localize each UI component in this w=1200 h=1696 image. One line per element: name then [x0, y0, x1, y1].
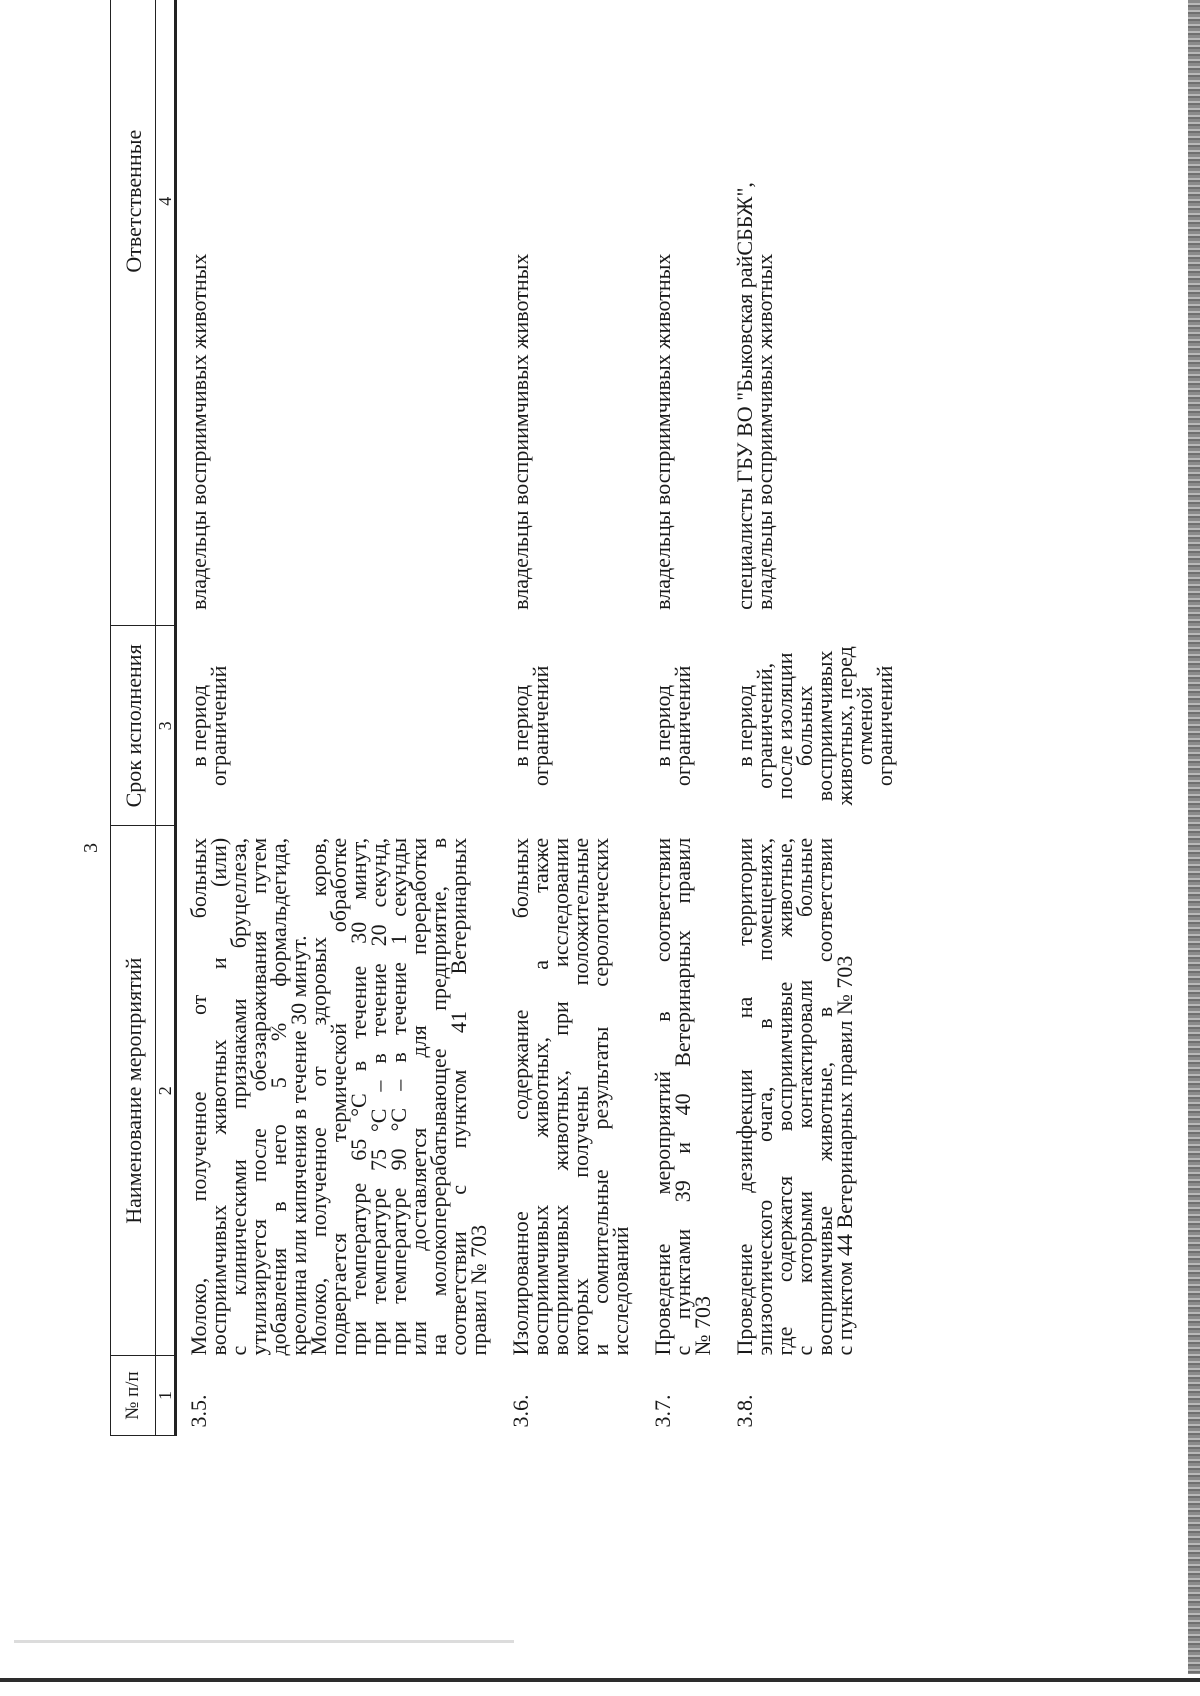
term-line: в период [732, 684, 757, 767]
event-line: эпизоотического очага, в помещениях, [752, 837, 777, 1356]
page-number: 3 [80, 843, 102, 853]
term-line: ограничений, [752, 662, 777, 789]
responsible-line: специалисты ГБУ ВО "Быковская райСББЖ", [732, 182, 757, 610]
measures-table [110, 0, 905, 1436]
event-line: или доставляется для переработки [406, 837, 431, 1356]
row-term [499, 626, 641, 826]
event-line: и сомнительные результаты серологических [588, 837, 613, 1356]
table-row [723, 0, 905, 1436]
table-row [176, 0, 500, 1436]
row-number: 3.8. [732, 1394, 757, 1428]
row-number: 3.6. [508, 1394, 533, 1428]
term-line: больных [792, 685, 817, 767]
term-line: животных, перед [832, 646, 857, 806]
term-line: ограничений [206, 665, 231, 787]
term-line: восприимчивых [812, 650, 837, 802]
column-number-1: 1 [156, 1356, 176, 1436]
event-line: с пунктом 44 Ветеринарных правил № 703 [832, 955, 857, 1356]
event-line: Молоко, полученное от больных [186, 837, 211, 1356]
event-line: исследований [608, 1226, 633, 1356]
event-line: при температуре 65 °С в течение 30 минут, [346, 837, 371, 1356]
header-number: № п/п [111, 1356, 156, 1436]
event-line: подвергается термической обработке [326, 837, 351, 1356]
row-term [641, 626, 723, 826]
term-line: ограничений [528, 665, 553, 787]
event-line: утилизируется после обеззараживания путем [246, 837, 271, 1356]
row-event [176, 826, 500, 1356]
event-line: при температуре 75 °С – в течение 20 секунд, [366, 837, 391, 1356]
event-line: с клиническими признаками бруцеллеза, [226, 837, 251, 1356]
event-line: Изолированное содержание больных [508, 837, 533, 1356]
event-line: креолина или кипячения в течение 30 минут. [286, 935, 311, 1356]
row-term [723, 626, 905, 826]
event-line: восприимчивых животных и (или) [206, 837, 231, 1356]
event-line: Проведение дезинфекции на территории [732, 837, 757, 1356]
event-line: Молоко, полученное от здоровых коров, [306, 837, 331, 1356]
table-row [641, 0, 723, 1436]
responsible-line: владельцы восприимчивых животных [508, 253, 533, 610]
term-line: в период [508, 684, 533, 767]
event-line: № 703 [690, 1296, 715, 1356]
row-responsible [641, 0, 723, 626]
header-term: Срок исполнения [111, 626, 156, 826]
event-line: которых получены положительные [568, 837, 593, 1356]
term-line: после изоляции [772, 652, 797, 800]
row-responsible [176, 0, 500, 626]
event-line: восприимчивые животные, в соответствии [812, 837, 837, 1356]
event-line: соответствии с пунктом 41 Ветеринарных [446, 837, 471, 1356]
event-line: Проведение мероприятий в соответствии [650, 837, 675, 1356]
table-row [499, 0, 641, 1436]
row-responsible [499, 0, 641, 626]
header-event: Наименование мероприятий [111, 826, 156, 1356]
term-line: ограничений [872, 665, 897, 787]
row-event [499, 826, 641, 1356]
term-line: в период [650, 684, 675, 767]
term-line: отменой [852, 686, 877, 766]
responsible-line: владельцы восприимчивых животных [650, 253, 675, 610]
event-line: восприимчивых животных, а также [528, 837, 553, 1356]
term-line: в период [186, 684, 211, 767]
row-term [176, 626, 500, 826]
responsible-line: владельцы восприимчивых животных [186, 253, 211, 610]
event-line: добавления в него 5 % формальдегида, [266, 837, 291, 1356]
header-responsible: Ответственные [111, 0, 156, 626]
column-number-4: 4 [156, 0, 176, 626]
event-line: при температуре 90 °С – в течение 1 секунды [386, 837, 411, 1356]
row-event [723, 826, 905, 1356]
responsible-line: владельцы восприимчивых животных [752, 253, 777, 610]
row-number: 3.7. [650, 1394, 675, 1428]
term-line: ограничений [670, 665, 695, 787]
column-number-3: 3 [156, 626, 176, 826]
event-line: правил № 703 [466, 1224, 491, 1356]
event-line: с которыми контактировали больные [792, 837, 817, 1356]
event-line: где содержатся восприимчивые животные, [772, 837, 797, 1356]
event-line: на молокоперерабатывающее предприятие, в [426, 837, 451, 1356]
row-responsible [723, 0, 905, 626]
row-number: 3.5. [186, 1394, 211, 1428]
event-line: с пунктами 39 и 40 Ветеринарных правил [670, 837, 695, 1356]
row-event [641, 826, 723, 1356]
event-line: восприимчивых животных, при исследовании [548, 837, 573, 1356]
column-number-2: 2 [156, 826, 176, 1356]
